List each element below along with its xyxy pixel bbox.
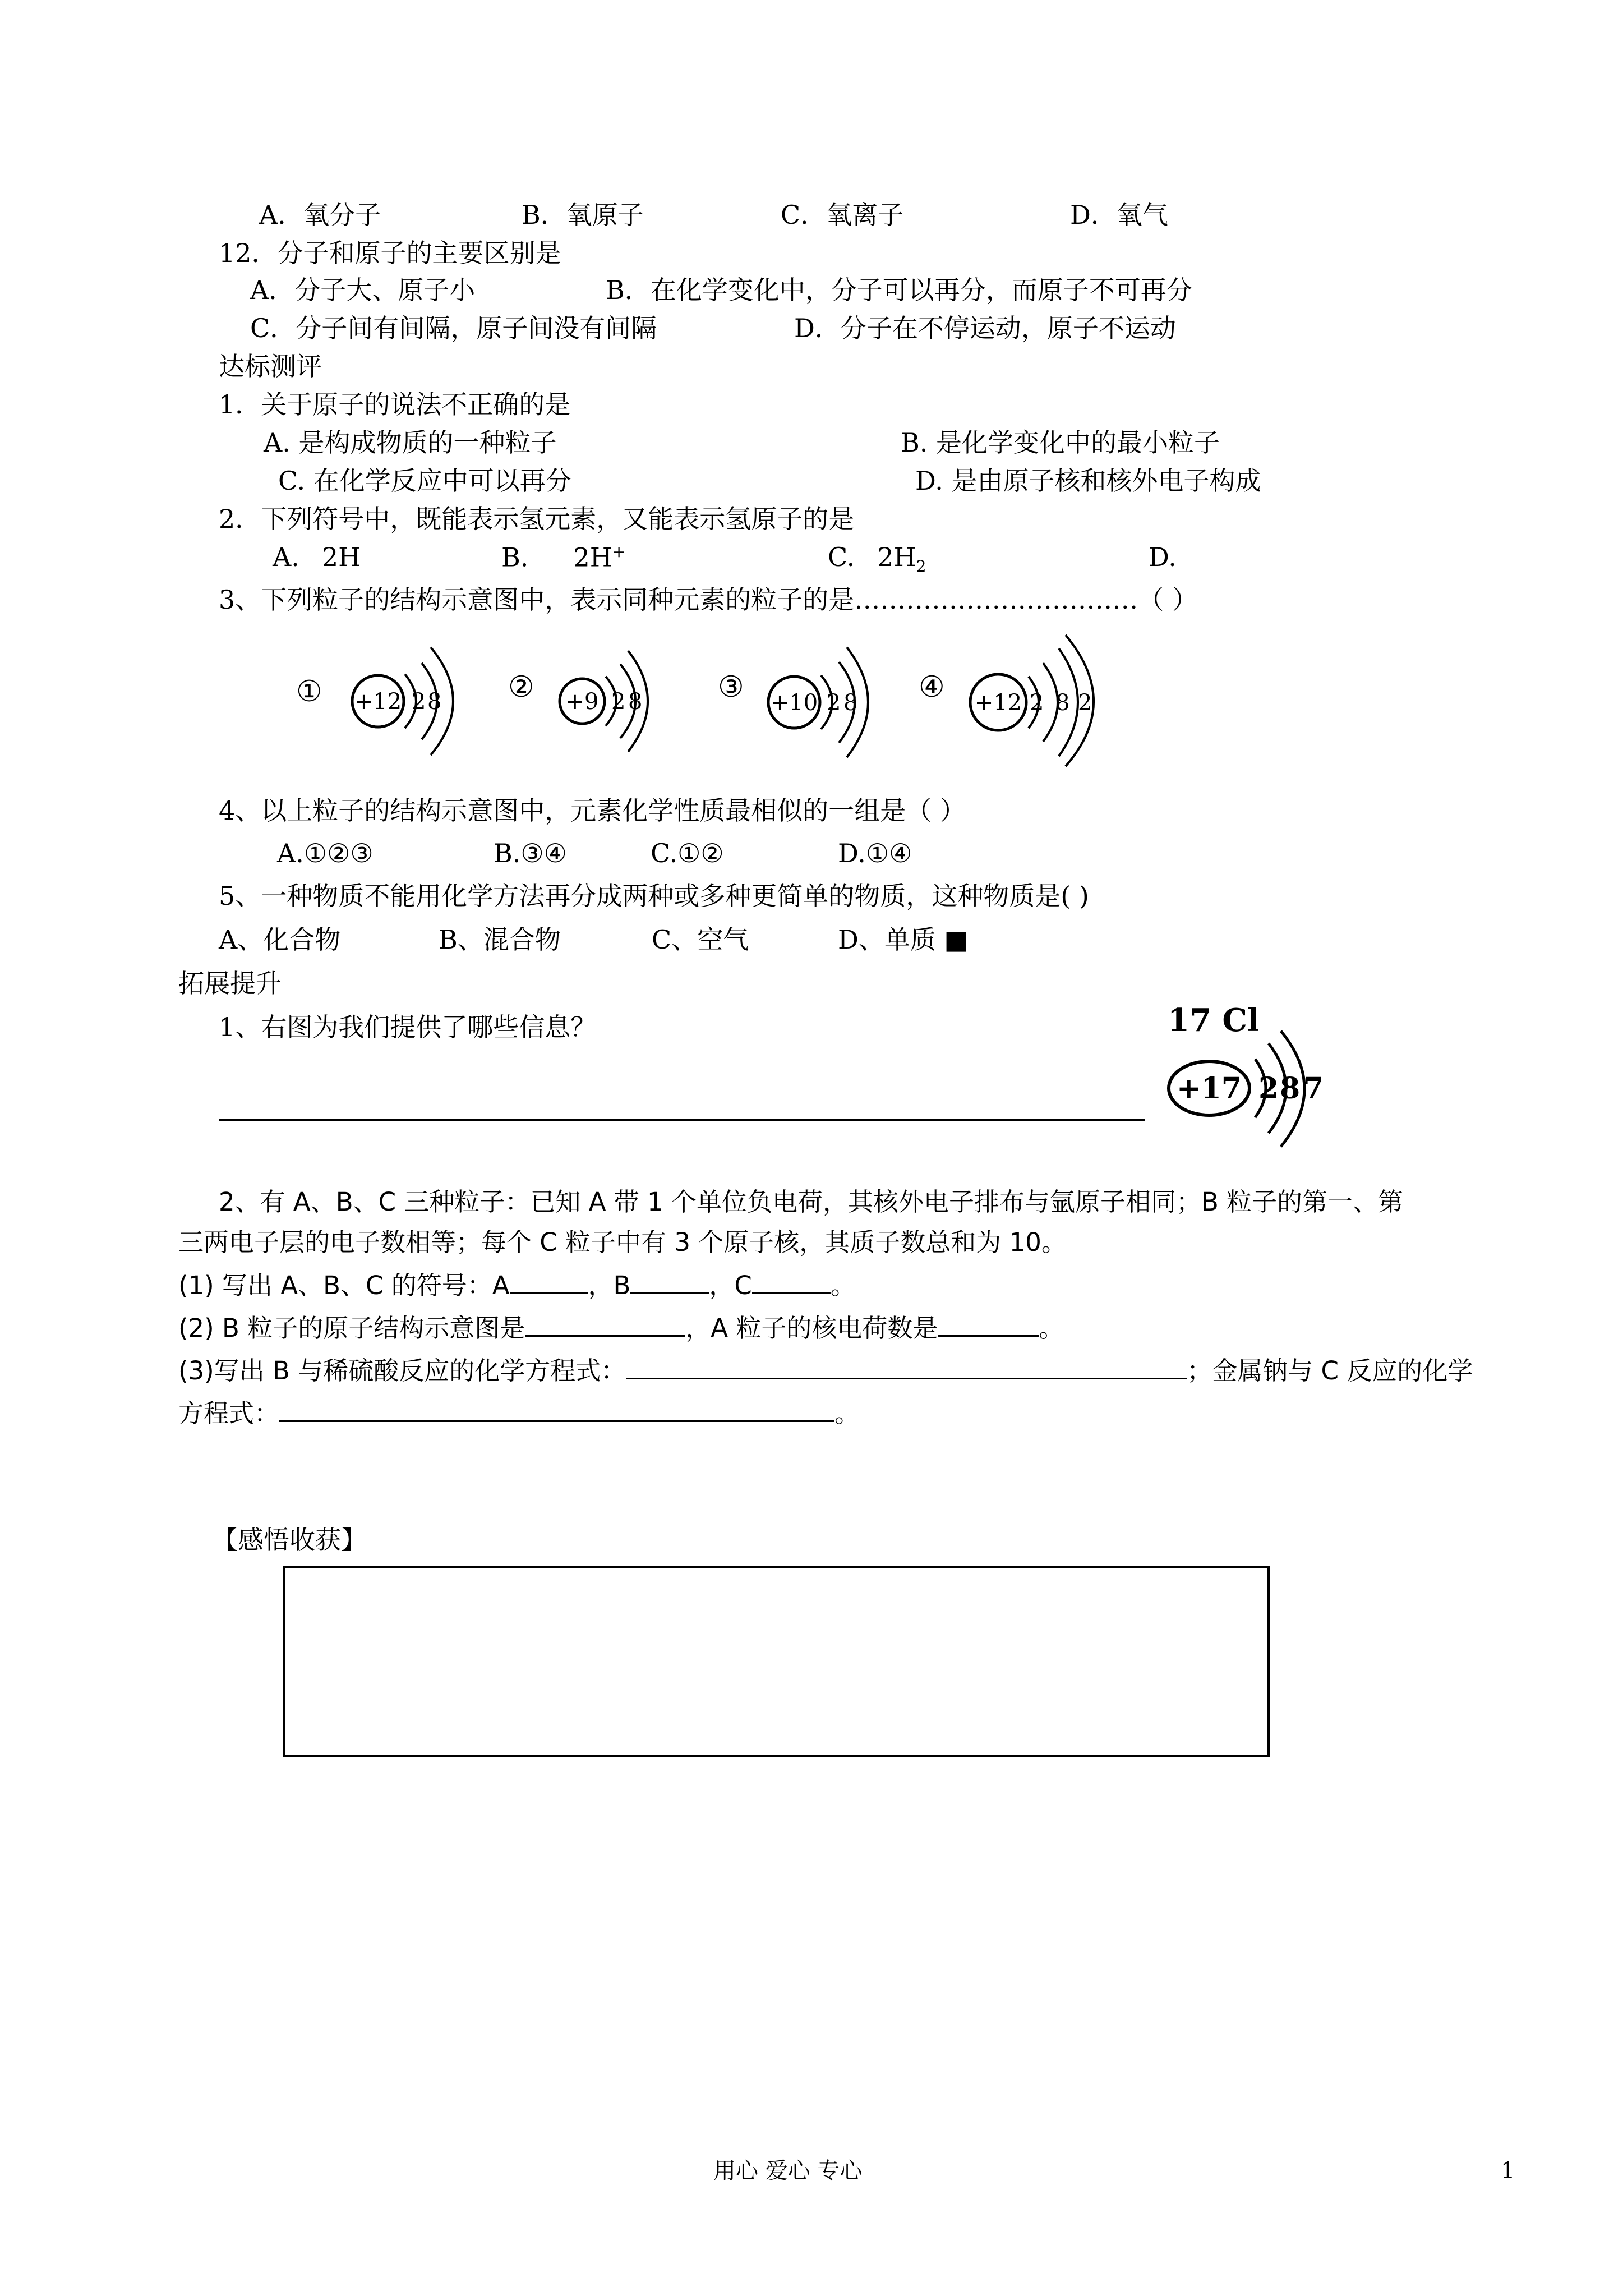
t3-diagram-4-label: ④ [919,670,945,704]
t3-diagram-2-shell-1: 2 [611,689,626,715]
e2-part-1-end: 。 [830,1271,856,1300]
q11-option-a: A．氧分子 [259,200,381,230]
q12-option-d: D．分子在不停运动，原子不运动 [794,313,1176,343]
t3-diagram-4-shell-2: 8 [1055,690,1070,716]
t2-option-c-value: 2H [877,542,916,572]
t3-diagram-1-shell-2: 8 [427,689,442,715]
reflection-title: 【感悟收获】 [212,1525,367,1555]
t5-option-c: C、空气 [652,924,749,955]
t1-option-c: C. 在化学反应中可以再分 [278,466,571,496]
e2-answer-b-equation[interactable] [626,1355,1187,1379]
e2-part-1-prefix: (1) 写出 A、B、C 的符号：A [178,1271,510,1300]
e2-intro-line-2: 三两电子层的电子数相等；每个 C 粒子中有 3 个原子核，其质子数总和为 10。 [178,1227,1067,1257]
e2-part-3-line-2-prefix: 方程式： [178,1398,280,1428]
t2-option-b [501,542,626,573]
t5-option-a: A、化合物 [219,924,341,955]
t3-diagram-2-nucleus: +9 [565,689,599,715]
e2-part-3-line-2 [178,1398,860,1426]
t2-stem: 2．下列符号中，既能表示氢元素，又能表示氢原子的是 [219,504,855,534]
t3-diagram-4-nucleus: +12 [974,690,1022,716]
q12-option-a: A．分子大、原子小 [250,275,476,305]
t3-diagram-3-shell-2: 8 [843,690,858,716]
e2-answer-b[interactable] [630,1270,709,1294]
q12-option-c: C．分子间有间隔，原子间没有间隔 [250,313,657,343]
e2-answer-b-structure[interactable] [525,1313,685,1337]
t2-option-b-letter: B. [501,542,529,573]
e2-part-2 [178,1313,1064,1341]
q11-option-d: D．氧气 [1070,200,1168,230]
t5-option-b: B、混合物 [439,924,561,955]
t2-option-c-subscript: 2 [916,557,926,576]
t4-stem: 4、以上粒子的结构示意图中，元素化学性质最相似的一组是（ ） [219,795,966,826]
t3-diagram-3-nucleus: +10 [770,690,818,716]
footer-motto: 用心 爱心 专心 [713,2158,863,2184]
e1-answer-line[interactable] [219,1119,1145,1121]
t5-stem: 5、一种物质不能用化学方法再分成两种或多种更简单的物质，这种物质是( ) [219,881,1089,911]
e2-answer-c-equation[interactable] [279,1398,834,1422]
t3-diagram-4-shell-3: 2 [1078,690,1092,716]
e2-part-3-mid: ；金属钠与 C 反应的化学 [1187,1356,1473,1386]
e2-part-2-prefix: (2) B 粒子的原子结构示意图是 [178,1313,525,1343]
e2-part-2-mid: ，A 粒子的核电荷数是 [685,1313,938,1343]
t3-stem: 3、下列粒子的结构示意图中，表示同种元素的粒子的是……………………………（ ） [219,585,1198,615]
t2-option-a-letter: A. [273,542,299,572]
e2-part-1 [178,1270,856,1298]
e1-diagram-shell-3: 7 [1303,1071,1324,1106]
t2-option-b-superscript: + [612,542,626,561]
t2-option-a-value: 2H [321,542,361,572]
t2-option-c [828,544,926,574]
e1-diagram-nucleus: +17 [1177,1071,1242,1106]
e2-part-1-sep-1: ，B [588,1271,631,1300]
t3-diagram-2-label: ② [508,670,534,704]
e1-diagram-title: 17 Cl [1168,1002,1260,1039]
e1-stem: 1、右图为我们提供了哪些信息？ [219,1012,597,1042]
t3-diagram-4-shell-1: 2 [1030,690,1044,716]
t3-diagram-3-label: ③ [718,670,744,704]
t3-diagram-2 [508,651,648,752]
t1-option-d: D. 是由原子核和核外电子构成 [915,466,1261,496]
t3-diagram-1-shell-1: 2 [412,689,426,715]
t2-option-b-value: 2H [573,542,612,573]
t4-option-b: B.③④ [494,838,567,868]
t3-diagram-1-label: ① [296,675,322,708]
t2-option-a [273,544,361,570]
t4-option-a: A.①②③ [277,838,374,868]
t3-diagrams [280,623,1402,769]
q12-stem: 12．分子和原子的主要区别是 [219,238,561,268]
reflection-box[interactable] [283,1566,1270,1757]
e2-answer-c[interactable] [752,1270,831,1294]
e2-part-3-prefix: (3)写出 B 与稀硫酸反应的化学方程式： [178,1356,626,1386]
t3-diagram-4 [919,635,1094,766]
q12-option-b: B．在化学变化中，分子可以再分，而原子不可再分 [606,275,1192,305]
e1-chlorine-diagram [1160,997,1395,1166]
section-extension-heading: 拓展提升 [178,968,282,999]
e1-diagram-shell-2: 8 [1280,1071,1301,1106]
e1-diagram-shell-1: 2 [1258,1071,1279,1106]
e2-part-1-sep-2: ，C [709,1271,752,1300]
e2-answer-a-charge[interactable] [938,1313,1039,1337]
e2-answer-a[interactable] [510,1270,588,1294]
e2-part-3 [178,1355,1473,1386]
t3-diagram-2-shell-2: 8 [628,689,643,715]
e2-part-2-end: 。 [1039,1313,1064,1343]
page-number: 1 [1501,2158,1515,2184]
t1-stem: 1．关于原子的说法不正确的是 [219,389,571,420]
t2-option-d: D. [1149,542,1177,572]
t3-diagram-3-shell-1: 2 [827,690,841,716]
t4-option-d: D.①④ [838,838,912,868]
q11-option-b: B．氧原子 [522,200,644,230]
q11-option-c: C．氧离子 [781,200,904,230]
t1-option-a: A. 是构成物质的一种粒子 [264,427,557,458]
e2-intro-line-1: 2、有 A、B、C 三种粒子：已知 A 带 1 个单位负电荷，其核外电子排布与氩原子相同；B 粒子的第一、第 [219,1187,1404,1217]
t2-option-c-letter: C. [828,542,855,572]
t1-option-b: B. 是化学变化中的最小粒子 [901,427,1220,458]
t3-diagram-3 [718,647,868,757]
e2-part-3-end: 。 [834,1398,860,1428]
t3-diagram-1-nucleus: +12 [354,689,402,715]
section-assessment-heading: 达标测评 [219,351,322,381]
t3-diagram-1 [296,647,453,755]
t4-option-c: C.①② [651,838,724,868]
t5-option-d: D、单质 ■ [838,924,969,955]
